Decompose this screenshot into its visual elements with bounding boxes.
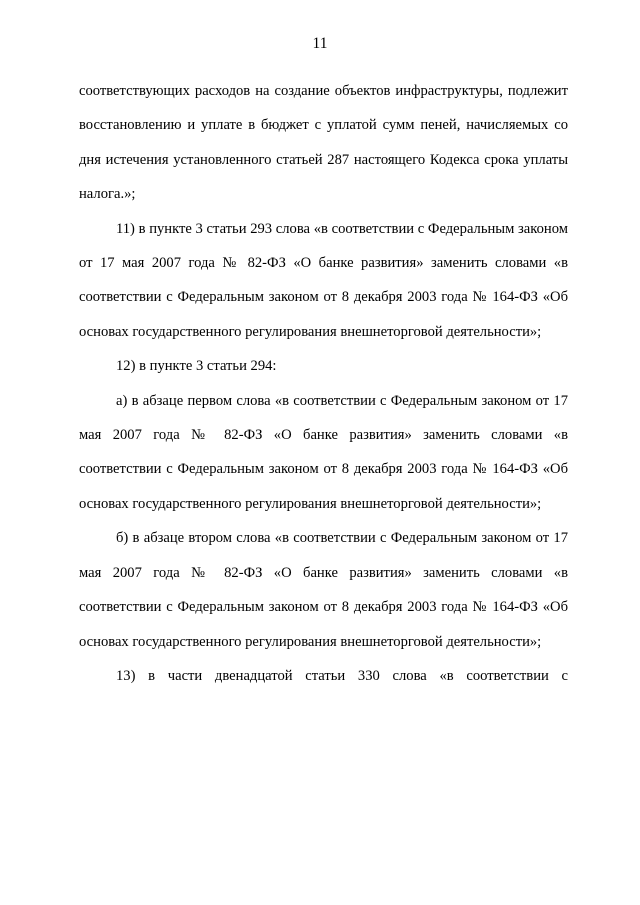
page-number: 11 — [312, 35, 328, 52]
paragraph-item-13: 13) в части двенадцатой статьи 330 слова «в соответствии с — [116, 667, 568, 684]
document-body — [79, 74, 568, 693]
paragraph-item-12: 12) в пункте 3 статьи 294: — [116, 358, 277, 375]
paragraph-item-12b: б) в абзаце втором слова «в соответствии с Федеральным законом от 17 мая 2007 года № 82-ФЗ «О банке развития» заменить словами «в соответствии с Федеральным законом от 8 декабря 2003 года № 164-ФЗ «Об основах государственного регулирования внешнеторговой деятельности»; — [79, 530, 568, 650]
paragraph-item-12a: а) в абзаце первом слова «в соответствии с Федеральным законом от 17 мая 2007 года № 82-ФЗ «О банке развития» заменить словами «в соответствии с Федеральным законом от 8 декабря 2003 года № 164-ФЗ «Об основах государственного регулирования внешнеторговой деятельности»; — [79, 392, 568, 512]
paragraph-item-11: 11) в пункте 3 статьи 293 слова «в соответствии с Федеральным законом от 17 мая 2007 года № 82-ФЗ «О банке развития» заменить словами «в соответствии с Федеральным законом от 8 декабря 2003 года № 164-ФЗ «Об основах государственного регулирования внешнеторговой деятельности»; — [79, 220, 568, 340]
paragraph-continuation: соответствующих расходов на создание объектов инфраструктуры, подлежит восстановлению и уплате в бюджет с уплатой сумм пеней, начисляемых со дня истечения установленного статьей 287 настоящего Кодекса срока уплаты налога.»; — [79, 83, 568, 203]
